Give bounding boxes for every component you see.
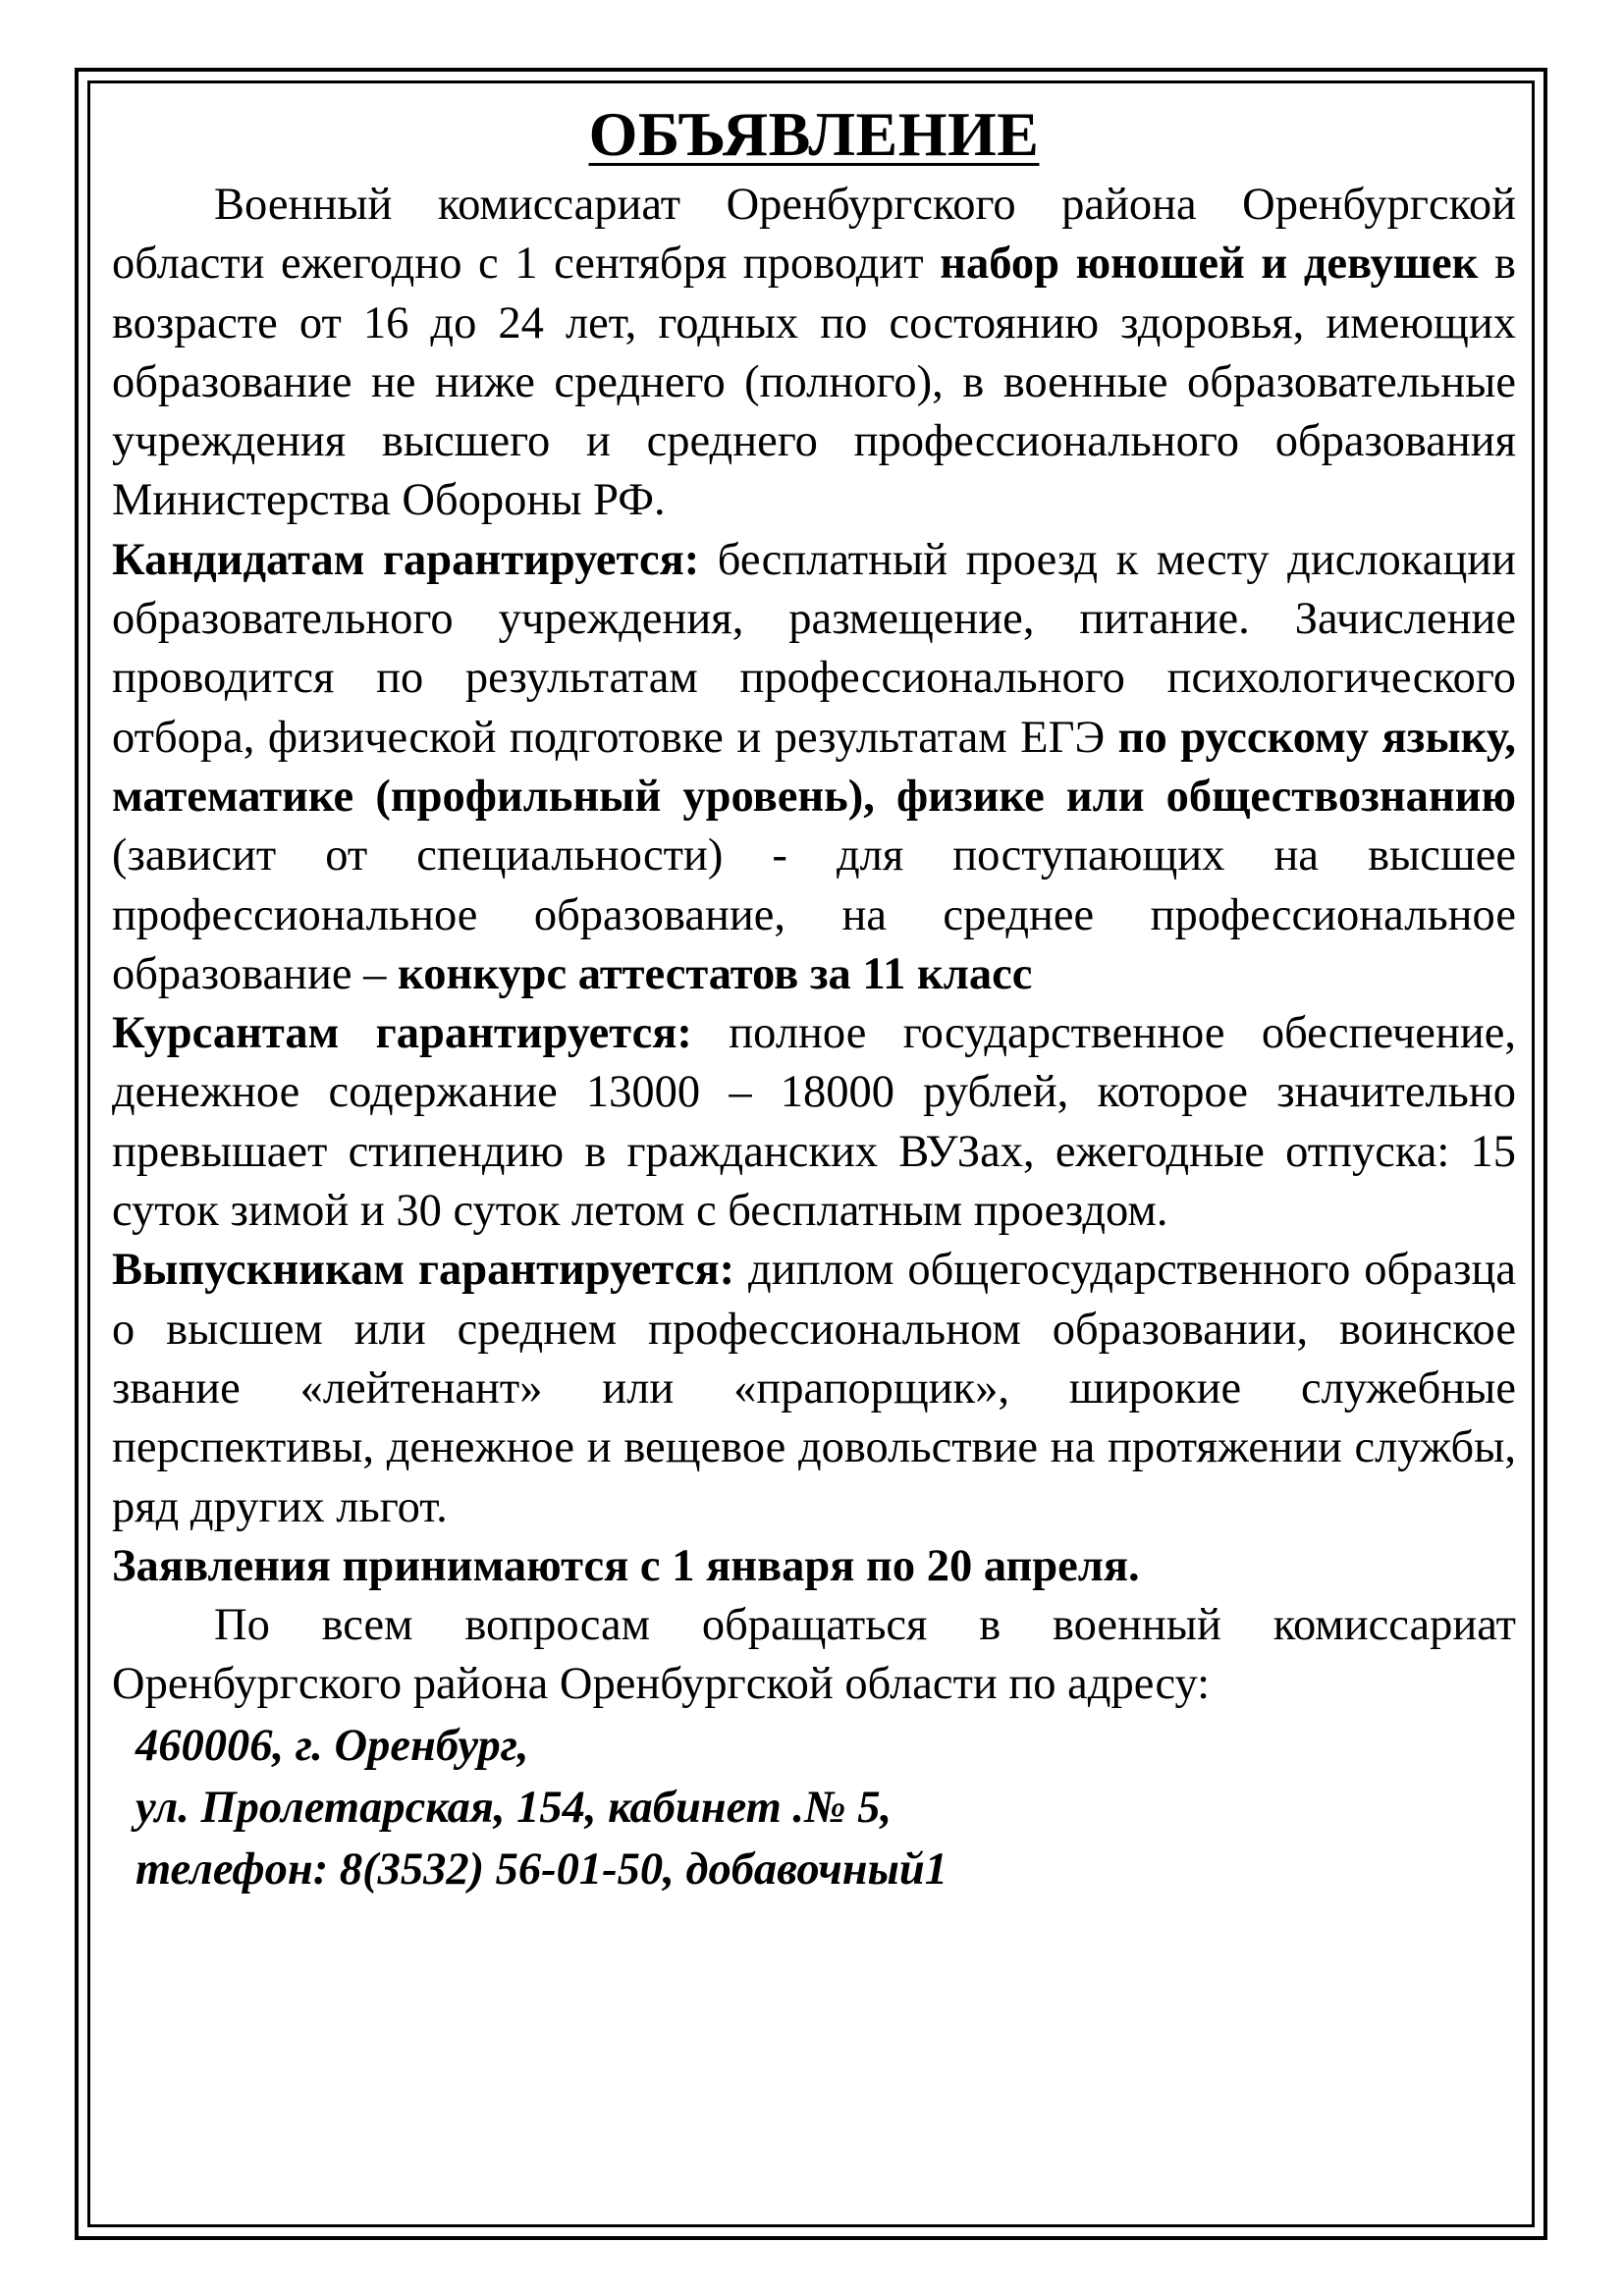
intro-recruitment-bold: набор юношей и девушек bbox=[940, 239, 1479, 290]
candidates-label: Кандидатам гарантируется: bbox=[112, 534, 700, 585]
intro-text-c: в возрасте от 16 до 24 лет, годных по состоянию здоровья, имеющих образование не ниже среднего (полного), в военные образовательные учреждения высшего и среднего профессионального образования Министерства Обороны РФ. bbox=[112, 239, 1516, 526]
graduates-text: диплом общегосударственного образца о высшем или среднем профессиональном образовании, воинское звание «лейтенант» или «прапорщик», широкие служебные перспективы, денежное и вещевое довольствие на протяжении службы, ряд других льгот. bbox=[112, 1245, 1516, 1532]
candidates-text-c: (зависит от специальности) - для поступающих на высшее профессиональное образование, на среднее профессиональное образование – bbox=[112, 830, 1516, 999]
notice-body bbox=[112, 93, 1516, 1900]
contact-paragraph: По всем вопросам обращаться в военный комиссариат Оренбургского района Оренбургской области по адресу: bbox=[112, 1600, 1516, 1710]
intro-paragraph bbox=[112, 176, 1516, 531]
intro-text-a: Военный комиссариат Оренбургского района Оренбургской области ежегодно с 1 сентября проводит bbox=[112, 180, 1516, 290]
candidates-subjects-bold: по русскому языку, математике (профильный уровень), физике или обществознанию bbox=[112, 712, 1517, 822]
cadets-paragraph bbox=[112, 1004, 1516, 1241]
notice-title: ОБЪЯВЛЕНИЕ bbox=[588, 99, 1040, 169]
candidates-contest-bold: конкурс аттестатов за 11 класс bbox=[398, 948, 1033, 999]
applications-deadline bbox=[112, 1537, 1516, 1596]
candidates-paragraph bbox=[112, 531, 1516, 1004]
address-postal: 460006, г. Оренбург, bbox=[135, 1720, 529, 1771]
cadets-label: Курсантам гарантируется: bbox=[112, 1008, 692, 1059]
address-street: ул. Пролетарская, 154, кабинет .№ 5, bbox=[135, 1782, 893, 1833]
candidates-text-a: бесплатный проезд к месту дислокации образовательного учреждения, размещение, питание. Зачисление проводится по результатам профессионального психологического отбора, физической подготовке и результатам ЕГЭ bbox=[112, 534, 1516, 763]
applications-text: Заявления принимаются с 1 января по 20 апреля. bbox=[112, 1540, 1140, 1591]
address-block bbox=[112, 1715, 1516, 1900]
address-phone: телефон: 8(3532) 56-01-50, добавочный1 bbox=[135, 1843, 947, 1895]
graduates-label: Выпускникам гарантируется: bbox=[112, 1245, 735, 1296]
graduates-paragraph bbox=[112, 1241, 1516, 1536]
cadets-text: полное государственное обеспечение, денежное содержание 13000 – 18000 рублей, которое значительно превышает стипендию в гражданских ВУЗах, ежегодные отпуска: 15 суток зимой и 30 суток летом с бесплатным проездом. bbox=[112, 1008, 1516, 1237]
